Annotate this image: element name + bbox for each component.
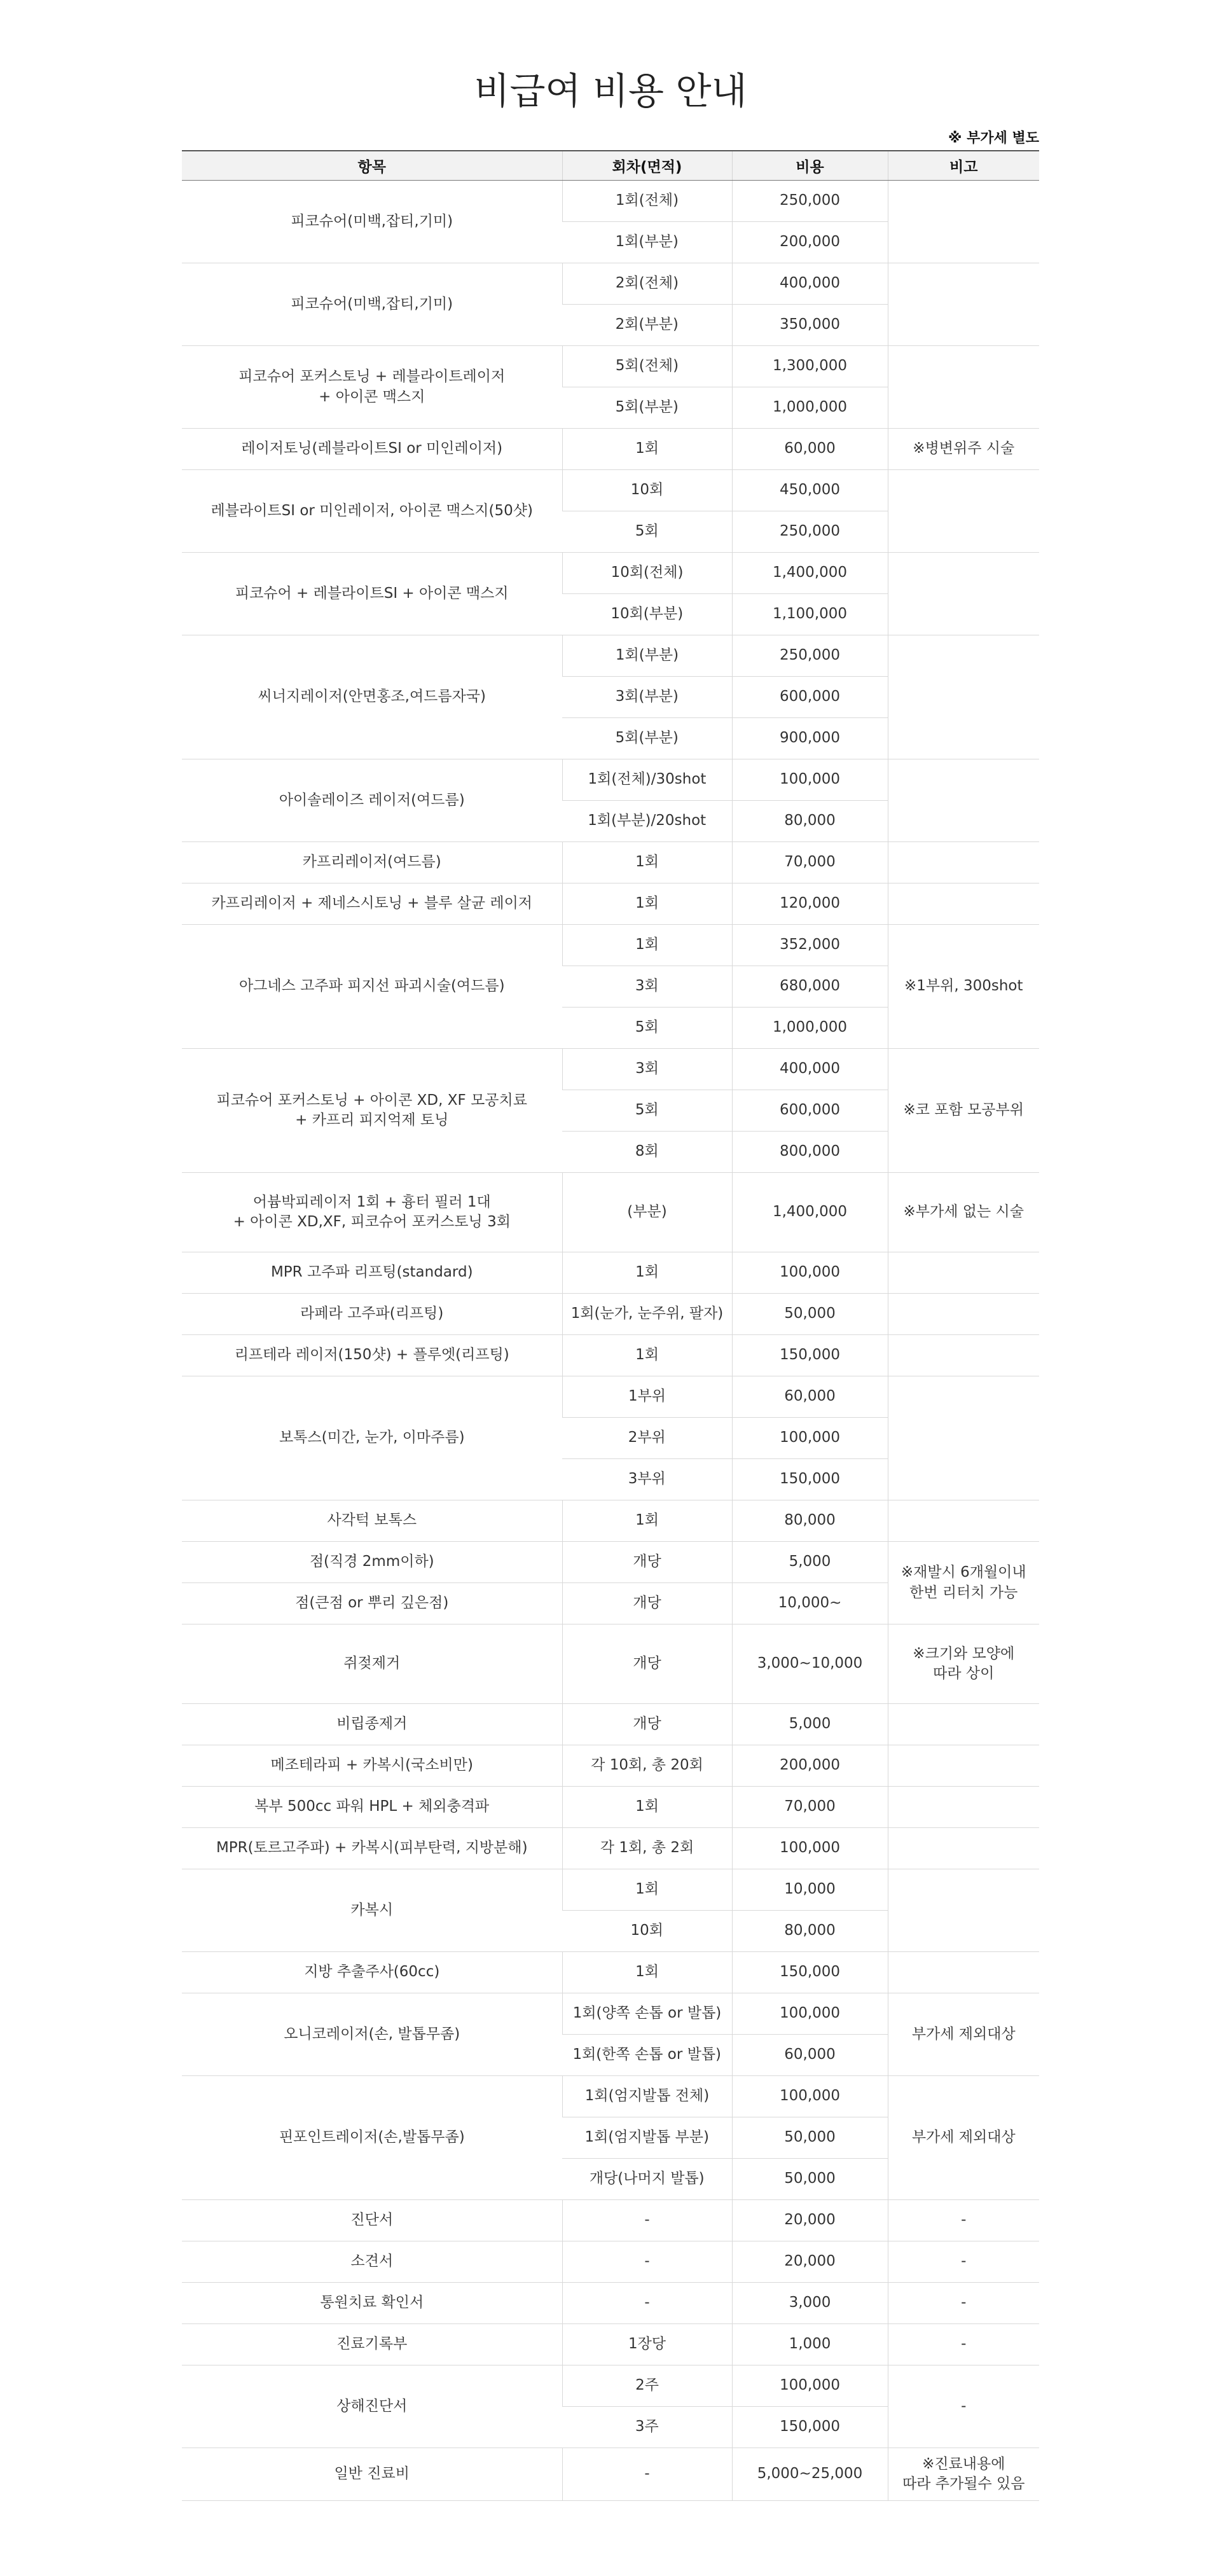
- note-cell: ※병변위주 시술: [888, 429, 1039, 470]
- item-cell: 아이솔레이즈 레이저(여드름): [182, 759, 562, 842]
- price-cell: 800,000: [732, 1132, 888, 1173]
- header-row: [182, 151, 1039, 181]
- session-cell: 1회: [562, 925, 732, 966]
- note-cell: [888, 842, 1039, 883]
- session-cell: 10회(부분): [562, 594, 732, 635]
- note-cell: ※재발시 6개월이내 한번 리터치 가능: [888, 1542, 1039, 1624]
- price-cell: 250,000: [732, 511, 888, 553]
- price-cell: 100,000: [732, 2076, 888, 2117]
- note-cell: [888, 1376, 1039, 1500]
- note-cell: [888, 346, 1039, 429]
- price-cell: 5,000: [732, 1542, 888, 1583]
- price-cell: 80,000: [732, 1500, 888, 1542]
- table-row: [182, 470, 1039, 511]
- table-row: [182, 2076, 1039, 2117]
- note-cell: 부가세 제외대상: [888, 1993, 1039, 2076]
- table-row: [182, 842, 1039, 883]
- session-cell: 3회: [562, 966, 732, 1008]
- table-row: [182, 759, 1039, 801]
- price-cell: 200,000: [732, 222, 888, 263]
- item-cell: MPR 고주파 리프팅(standard): [182, 1252, 562, 1294]
- item-cell: 씨너지레이저(안면홍조,여드름자국): [182, 635, 562, 759]
- session-cell: 1회: [562, 1787, 732, 1828]
- note-cell: ※부가세 없는 시술: [888, 1173, 1039, 1252]
- note-cell: [888, 1745, 1039, 1787]
- note-cell: [888, 635, 1039, 759]
- session-cell: 1회: [562, 429, 732, 470]
- price-cell: 100,000: [732, 1993, 888, 2035]
- note-cell: [888, 1952, 1039, 1993]
- session-cell: 2회(부분): [562, 305, 732, 346]
- price-cell: 150,000: [732, 1459, 888, 1500]
- price-cell: 60,000: [732, 429, 888, 470]
- table-row: [182, 1500, 1039, 1542]
- note-cell: ※진료내용에 따라 추가될수 있음: [888, 2448, 1039, 2501]
- note-cell: [888, 1869, 1039, 1952]
- session-cell: 5회(부분): [562, 718, 732, 759]
- price-cell: 1,000: [732, 2324, 888, 2365]
- price-cell: 70,000: [732, 842, 888, 883]
- item-cell: 사각턱 보톡스: [182, 1500, 562, 1542]
- session-cell: 5회: [562, 1090, 732, 1132]
- table-row: [182, 1828, 1039, 1869]
- table-row: [182, 1049, 1039, 1090]
- session-cell: 1회: [562, 1869, 732, 1911]
- price-cell: 352,000: [732, 925, 888, 966]
- price-cell: 100,000: [732, 2365, 888, 2407]
- session-cell: 1회(양쪽 손톱 or 발톱): [562, 1993, 732, 2035]
- session-cell: 5회: [562, 1008, 732, 1049]
- price-cell: 400,000: [732, 263, 888, 305]
- session-cell: 각 10회, 총 20회: [562, 1745, 732, 1787]
- item-cell: 지방 추출주사(60cc): [182, 1952, 562, 1993]
- item-cell: 리프테라 레이저(150샷) + 플루엣(리프팅): [182, 1335, 562, 1376]
- price-cell: 150,000: [732, 1952, 888, 1993]
- price-cell: 1,300,000: [732, 346, 888, 387]
- session-cell: 1회(부분): [562, 222, 732, 263]
- item-cell: 쥐젖제거: [182, 1624, 562, 1704]
- price-cell: 400,000: [732, 1049, 888, 1090]
- note-cell: -: [888, 2241, 1039, 2283]
- header-price: 비용: [732, 151, 888, 181]
- session-cell: 5회: [562, 511, 732, 553]
- table-row: [182, 883, 1039, 925]
- price-cell: 450,000: [732, 470, 888, 511]
- price-cell: 100,000: [732, 1828, 888, 1869]
- session-cell: 1회(엄지발톱 부분): [562, 2117, 732, 2159]
- note-cell: [888, 470, 1039, 553]
- item-cell: 점(직경 2mm이하): [182, 1542, 562, 1583]
- price-cell: 60,000: [732, 2035, 888, 2076]
- session-cell: 2부위: [562, 1418, 732, 1459]
- note-cell: [888, 1335, 1039, 1376]
- session-cell: 개당: [562, 1542, 732, 1583]
- price-cell: 900,000: [732, 718, 888, 759]
- item-cell: 피코슈어(미백,잡티,기미): [182, 263, 562, 346]
- price-cell: 50,000: [732, 2117, 888, 2159]
- session-cell: 1회(한쪽 손톱 or 발톱): [562, 2035, 732, 2076]
- note-cell: [888, 1294, 1039, 1335]
- session-cell: 5회(부분): [562, 387, 732, 429]
- session-cell: 3회(부분): [562, 677, 732, 718]
- table-row: [182, 553, 1039, 594]
- header-session: 회차(면적): [562, 151, 732, 181]
- session-cell: 10회: [562, 470, 732, 511]
- session-cell: 1회: [562, 883, 732, 925]
- session-cell: 1회(눈가, 눈주위, 팔자): [562, 1294, 732, 1335]
- note-cell: [888, 1704, 1039, 1745]
- note-cell: [888, 1828, 1039, 1869]
- note-cell: -: [888, 2324, 1039, 2365]
- table-row: [182, 1542, 1039, 1583]
- table-row: [182, 1624, 1039, 1704]
- note-cell: [888, 181, 1039, 263]
- table-row: [182, 1335, 1039, 1376]
- table-row: [182, 1704, 1039, 1745]
- item-cell: MPR(토르고주파) + 카복시(피부탄력, 지방분해): [182, 1828, 562, 1869]
- session-cell: 개당: [562, 1704, 732, 1745]
- table-row: [182, 2448, 1039, 2501]
- item-cell: 통원치료 확인서: [182, 2283, 562, 2324]
- price-cell: 20,000: [732, 2200, 888, 2241]
- session-cell: 8회: [562, 1132, 732, 1173]
- item-cell: 메조테라피 + 카복시(국소비만): [182, 1745, 562, 1787]
- table-row: [182, 2241, 1039, 2283]
- table-row: [182, 1952, 1039, 1993]
- price-cell: 80,000: [732, 801, 888, 842]
- price-cell: 100,000: [732, 759, 888, 801]
- price-cell: 100,000: [732, 1252, 888, 1294]
- table-row: [182, 263, 1039, 305]
- session-cell: 3회: [562, 1049, 732, 1090]
- table-row: [182, 429, 1039, 470]
- session-cell: -: [562, 2241, 732, 2283]
- session-cell: 1장당: [562, 2324, 732, 2365]
- table-row: [182, 1252, 1039, 1294]
- session-cell: 1부위: [562, 1376, 732, 1418]
- session-cell: 3부위: [562, 1459, 732, 1500]
- price-cell: 1,000,000: [732, 387, 888, 429]
- table-row: [182, 1787, 1039, 1828]
- session-cell: 5회(전체): [562, 346, 732, 387]
- item-cell: 카프리레이저(여드름): [182, 842, 562, 883]
- session-cell: 1회(부분)/20shot: [562, 801, 732, 842]
- session-cell: 1회: [562, 1252, 732, 1294]
- item-cell: 진단서: [182, 2200, 562, 2241]
- item-cell: 피코슈어 포커스토닝 + 아이콘 XD, XF 모공치료 + 카프리 피지억제 토닝: [182, 1049, 562, 1173]
- session-cell: 1회(전체)/30shot: [562, 759, 732, 801]
- table-row: [182, 1173, 1039, 1252]
- header-item: 항목: [182, 151, 562, 181]
- session-cell: 1회(전체): [562, 181, 732, 222]
- item-cell: 피코슈어 포커스토닝 + 레블라이트레이저 + 아이콘 맥스지: [182, 346, 562, 429]
- item-cell: 카프리레이저 + 제네스시토닝 + 블루 살균 레이저: [182, 883, 562, 925]
- item-cell: 비립종제거: [182, 1704, 562, 1745]
- item-cell: 상해진단서: [182, 2365, 562, 2448]
- session-cell: 1회: [562, 1500, 732, 1542]
- note-cell: [888, 1500, 1039, 1542]
- price-cell: 150,000: [732, 1335, 888, 1376]
- table-row: [182, 1745, 1039, 1787]
- session-cell: 1회(부분): [562, 635, 732, 677]
- item-cell: 어븀박피레이저 1회 + 흉터 필러 1대 + 아이콘 XD,XF, 피코슈어 포커스토닝 3회: [182, 1173, 562, 1252]
- price-cell: 20,000: [732, 2241, 888, 2283]
- item-cell: 진료기록부: [182, 2324, 562, 2365]
- page-title: 비급여 비용 안내: [474, 69, 747, 113]
- table-row: [182, 2324, 1039, 2365]
- price-cell: 350,000: [732, 305, 888, 346]
- item-cell: 소견서: [182, 2241, 562, 2283]
- note-cell: -: [888, 2365, 1039, 2448]
- table-row: [182, 635, 1039, 677]
- price-cell: 60,000: [732, 1376, 888, 1418]
- note-cell: [888, 1787, 1039, 1828]
- session-cell: 1회: [562, 1335, 732, 1376]
- item-cell: 라페라 고주파(리프팅): [182, 1294, 562, 1335]
- price-cell: 10,000: [732, 1869, 888, 1911]
- price-cell: 250,000: [732, 635, 888, 677]
- note-cell: -: [888, 2200, 1039, 2241]
- item-cell: 아그네스 고주파 피지선 파괴시술(여드름): [182, 925, 562, 1049]
- price-cell: 150,000: [732, 2407, 888, 2448]
- session-cell: 개당: [562, 1583, 732, 1624]
- price-table: [182, 150, 1039, 2501]
- table-row: [182, 1993, 1039, 2035]
- note-cell: [888, 759, 1039, 842]
- session-cell: -: [562, 2200, 732, 2241]
- price-cell: 120,000: [732, 883, 888, 925]
- item-cell: 보톡스(미간, 눈가, 이마주름): [182, 1376, 562, 1500]
- price-cell: 5,000~25,000: [732, 2448, 888, 2501]
- table-row: [182, 1294, 1039, 1335]
- note-cell: ※코 포함 모공부위: [888, 1049, 1039, 1173]
- item-cell: 피코슈어(미백,잡티,기미): [182, 181, 562, 263]
- price-cell: 680,000: [732, 966, 888, 1008]
- table-row: [182, 2200, 1039, 2241]
- note-cell: 부가세 제외대상: [888, 2076, 1039, 2200]
- table-header: [182, 151, 1039, 181]
- table-row: [182, 2283, 1039, 2324]
- session-cell: (부분): [562, 1173, 732, 1252]
- item-cell: 복부 500cc 파워 HPL + 체외충격파: [182, 1787, 562, 1828]
- note-cell: [888, 553, 1039, 635]
- note-cell: ※크기와 모양에 따라 상이: [888, 1624, 1039, 1704]
- item-cell: 카복시: [182, 1869, 562, 1952]
- session-cell: 10회(전체): [562, 553, 732, 594]
- item-cell: 점(큰점 or 뿌리 깊은점): [182, 1583, 562, 1624]
- table-row: [182, 2365, 1039, 2407]
- session-cell: 개당: [562, 1624, 732, 1704]
- price-cell: 5,000: [732, 1704, 888, 1745]
- session-cell: 1회: [562, 1952, 732, 1993]
- price-cell: 200,000: [732, 1745, 888, 1787]
- item-cell: 일반 진료비: [182, 2448, 562, 2501]
- session-cell: 개당(나머지 발톱): [562, 2159, 732, 2200]
- price-cell: 10,000~: [732, 1583, 888, 1624]
- price-cell: 3,000~10,000: [732, 1624, 888, 1704]
- session-cell: 각 1회, 총 2회: [562, 1828, 732, 1869]
- vat-note: ※ 부가세 별도: [948, 130, 1039, 146]
- table-row: [182, 346, 1039, 387]
- price-cell: 50,000: [732, 2159, 888, 2200]
- price-cell: 1,100,000: [732, 594, 888, 635]
- note-cell: [888, 1252, 1039, 1294]
- price-cell: 1,400,000: [732, 1173, 888, 1252]
- session-cell: -: [562, 2283, 732, 2324]
- note-cell: [888, 263, 1039, 346]
- table-row: [182, 925, 1039, 966]
- session-cell: 3주: [562, 2407, 732, 2448]
- note-cell: [888, 883, 1039, 925]
- session-cell: -: [562, 2448, 732, 2501]
- price-cell: 1,400,000: [732, 553, 888, 594]
- item-cell: 레블라이트SI or 미인레이저, 아이콘 맥스지(50샷): [182, 470, 562, 553]
- note-cell: -: [888, 2283, 1039, 2324]
- session-cell: 2주: [562, 2365, 732, 2407]
- price-cell: 50,000: [732, 1294, 888, 1335]
- note-cell: ※1부위, 300shot: [888, 925, 1039, 1049]
- price-cell: 600,000: [732, 1090, 888, 1132]
- price-cell: 70,000: [732, 1787, 888, 1828]
- price-cell: 1,000,000: [732, 1008, 888, 1049]
- item-cell: 피코슈어 + 레블라이트SI + 아이콘 맥스지: [182, 553, 562, 635]
- price-cell: 100,000: [732, 1418, 888, 1459]
- table-row: [182, 1869, 1039, 1911]
- item-cell: 오니코레이저(손, 발톱무좀): [182, 1993, 562, 2076]
- item-cell: 핀포인트레이저(손,발톱무좀): [182, 2076, 562, 2200]
- session-cell: 2회(전체): [562, 263, 732, 305]
- table-body: [182, 181, 1039, 2501]
- price-cell: 3,000: [732, 2283, 888, 2324]
- session-cell: 1회(엄지발톱 전체): [562, 2076, 732, 2117]
- session-cell: 1회: [562, 842, 732, 883]
- price-cell: 250,000: [732, 181, 888, 222]
- item-cell: 레이저토닝(레블라이트SI or 미인레이저): [182, 429, 562, 470]
- header-note: 비고: [888, 151, 1039, 181]
- price-cell: 600,000: [732, 677, 888, 718]
- price-cell: 80,000: [732, 1911, 888, 1952]
- table-row: [182, 181, 1039, 222]
- table-row: [182, 1376, 1039, 1418]
- session-cell: 10회: [562, 1911, 732, 1952]
